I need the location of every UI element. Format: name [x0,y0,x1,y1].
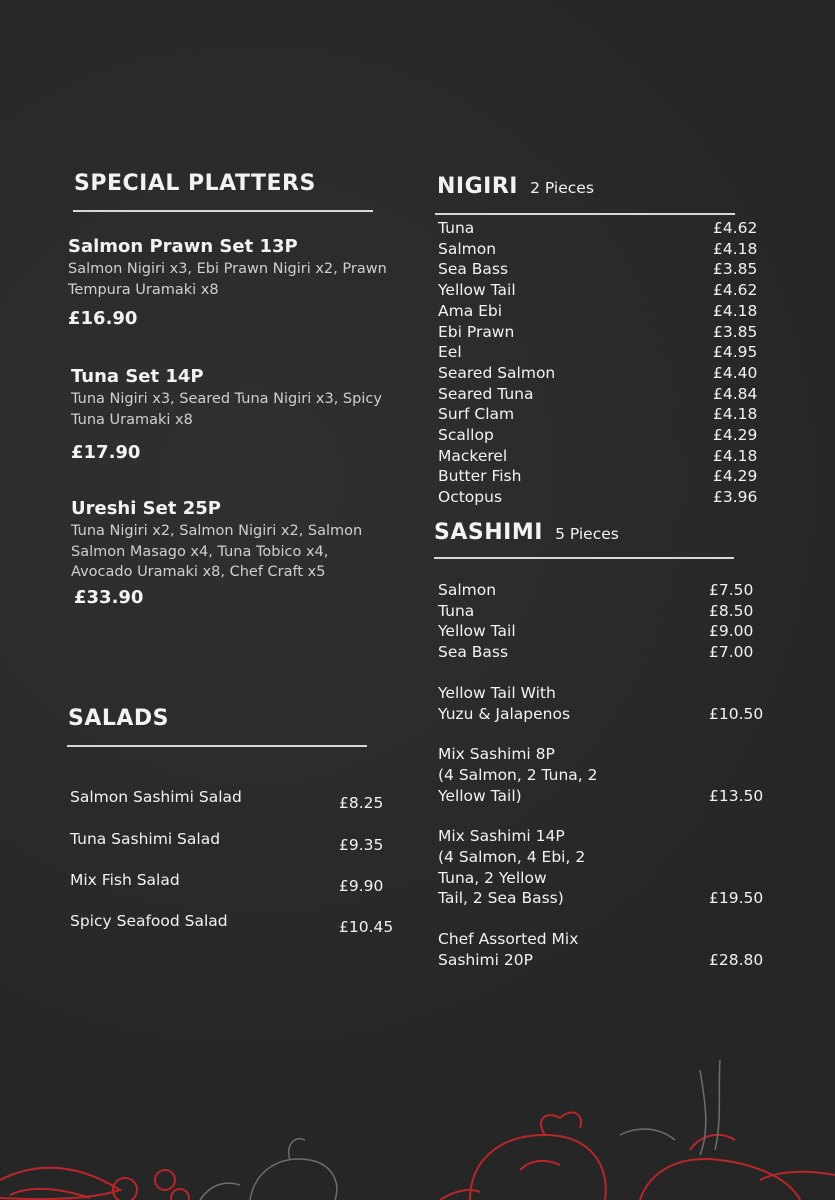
special-item-price: £16.90 [68,308,138,329]
special-item [71,498,401,608]
nigiri-item-name: Ebi Prawn [438,322,515,341]
nigiri-item-name: Butter Fish [438,467,522,486]
nigiri-item-name: Octopus [438,488,503,507]
nigiri-item-price: £4.29 [713,426,758,444]
sashimi-item-price: £7.00 [709,643,754,662]
nigiri-item-name: Sea Bass [438,260,509,279]
nigiri-item-name: Salmon [438,239,497,258]
salad-name: Tuna Sashimi Salad [70,830,221,848]
nigiri-subtitle: 2 Pieces [530,179,594,197]
sashimi-title: SASHIMI [434,520,543,545]
salads-divider [67,745,367,747]
vegetable-sketch-illustration [0,1040,835,1200]
nigiri-item-name: Tuna [438,219,475,237]
salad-price: £10.45 [339,918,394,936]
nigiri-item-name: Surf Clam [438,405,515,424]
sashimi-item-name: Tuna [438,601,475,620]
nigiri-item-name: Ama Ebi [438,301,503,320]
nigiri-item-name: Seared Salmon [438,363,556,382]
nigiri-item-name: Eel [438,343,462,362]
special-item-price: £33.90 [74,586,144,608]
nigiri-divider [435,213,735,215]
nigiri-item-price: £4.18 [713,301,758,320]
nigiri-item-price: £4.18 [713,446,758,465]
special-item-price: £17.90 [71,442,141,463]
sashimi-item-name: Mix Sashimi 14P (4 Salmon, 4 Ebi, 2 Tuna, 2 Yellow Tail, 2 Sea Bass) [438,827,586,908]
sashimi-item-price: £10.50 [709,704,764,723]
nigiri-item-price: £3.85 [713,322,758,341]
special-item [71,366,401,463]
sashimi-item-price: £8.50 [709,601,754,620]
nigiri-item-price: £4.18 [713,239,758,258]
nigiri-item-name: Scallop [438,426,494,444]
nigiri-title: NIGIRI [437,174,518,199]
nigiri-item-price: £4.18 [713,405,758,424]
nigiri-item-name: Yellow Tail [438,281,516,300]
sashimi-item-price: £7.50 [709,581,754,599]
sashimi-divider [434,557,734,559]
sashimi-subtitle: 5 Pieces [555,525,619,543]
nigiri-item-price: £4.95 [713,343,758,362]
nigiri-heading [437,174,594,199]
special-item-name: Ureshi Set 25P [71,498,221,519]
special-platters-divider [73,210,373,212]
nigiri-item-name: Mackerel [438,446,508,465]
sashimi-item-name: Mix Sashimi 8P (4 Salmon, 2 Tuna, 2 Yellow Tail) [438,745,598,805]
salad-price: £8.25 [339,794,384,812]
nigiri-item-price: £4.84 [713,384,758,403]
nigiri-item-price: £4.62 [713,219,758,237]
sashimi-item-price: £9.00 [709,622,754,641]
nigiri-item-price: £4.29 [713,467,758,486]
sashimi-heading [434,520,619,545]
salad-name: Salmon Sashimi Salad [70,788,242,806]
sashimi-item-name: Yellow Tail [438,622,516,641]
nigiri-item-price: £3.85 [713,260,758,279]
special-item-name: Tuna Set 14P [71,366,204,387]
special-item [68,236,398,329]
sashimi-item-price: £19.50 [709,889,764,908]
nigiri-item-name: Seared Tuna [438,384,534,403]
salad-name: Spicy Seafood Salad [70,912,228,930]
salad-price: £9.35 [339,836,384,854]
salad-name: Mix Fish Salad [70,871,180,889]
sashimi-item-price: £28.80 [709,950,764,969]
salad-price: £9.90 [339,877,384,895]
special-platters-heading: SPECIAL PLATTERS [74,171,316,196]
special-item-desc: Tuna Nigiri x2, Salmon Nigiri x2, Salmon Salmon Masago x4, Tuna Tobico x4, Avocado Uramaki x8, Chef Craft x5 [71,523,363,580]
sashimi-item-name: Salmon [438,581,497,599]
special-item-desc: Salmon Nigiri x3, Ebi Prawn Nigiri x2, Prawn Tempura Uramaki x8 [68,261,387,298]
nigiri-item-price: £3.96 [713,488,758,507]
special-item-name: Salmon Prawn Set 13P [68,236,298,257]
salads-heading: SALADS [68,706,170,731]
special-item-desc: Tuna Nigiri x3, Seared Tuna Nigiri x3, Spicy Tuna Uramaki x8 [71,391,382,428]
nigiri-item-price: £4.40 [713,363,758,382]
sashimi-item-name: Chef Assorted Mix Sashimi 20P [438,930,579,969]
nigiri-item-price: £4.62 [713,281,758,300]
sashimi-item-name: Yellow Tail With Yuzu & Jalapenos [438,683,571,723]
sashimi-item-name: Sea Bass [438,643,509,662]
sashimi-item-price: £13.50 [709,786,764,805]
